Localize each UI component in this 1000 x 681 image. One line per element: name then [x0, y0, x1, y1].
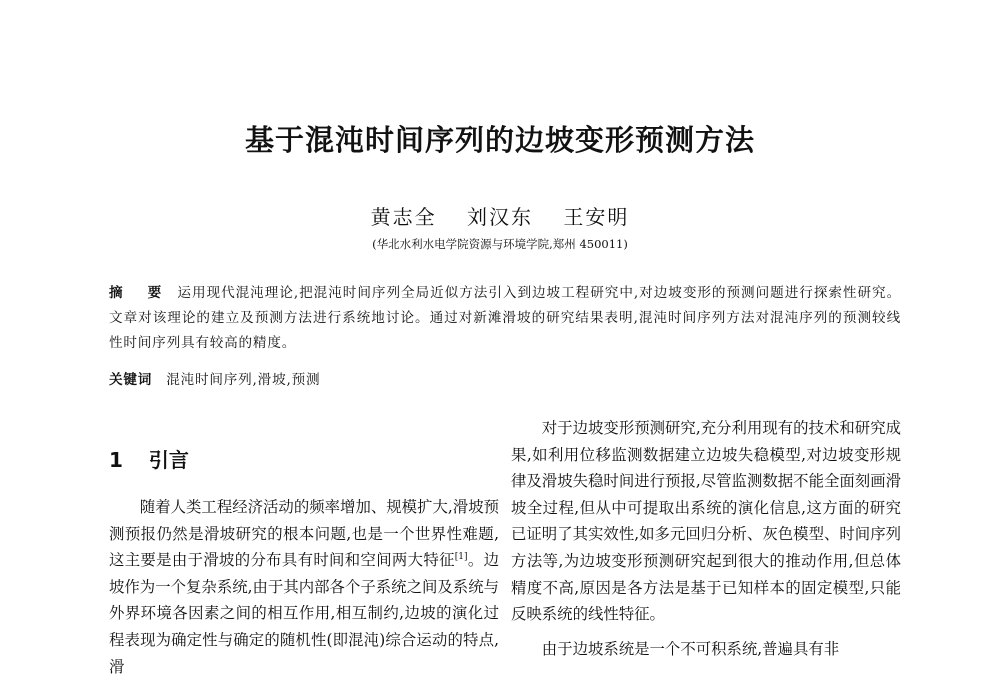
- left-paragraph: [109, 494, 499, 680]
- section-title: 引言: [148, 448, 189, 472]
- citation-ref[interactable]: [1]: [454, 552, 468, 563]
- keywords-label: 关键词: [109, 372, 153, 388]
- abstract-text: 运用现代混沌理论,把混沌时间序列全局近似方法引入到边坡工程研究中,对边坡变形的预测问题进行探索性研究。文章对该理论的建立及预测方法进行系统地讨论。通过对新滩滑坡的研究结果表明,混沌时间序列方法对混沌序列的预测较线性时间序列具有较高的精度。: [109, 285, 901, 351]
- paper-title: 基于混沌时间序列的边坡变形预测方法: [244, 123, 755, 157]
- right-paragraph-2: 由于边坡系统是一个不可积系统,普遍具有非: [541, 639, 840, 658]
- left-column: [109, 494, 499, 680]
- section-number: 1: [109, 448, 123, 472]
- keywords: [109, 368, 901, 388]
- authors: 黄志全 刘汉东 王安明: [370, 205, 630, 229]
- keywords-text: 混沌时间序列,滑坡,预测: [166, 372, 321, 388]
- abstract-label: 摘 要: [109, 285, 172, 301]
- left-text-2: 。边坡作为一个复杂系统,由于其内部各个子系统之间及系统与外界环境各因素之间的相互作用,相互制约,边坡的演化过程表现为确定性与确定的随机性(即混沌)综合运动的特点,滑: [109, 551, 499, 676]
- affiliation: (华北水利水电学院资源与环境学院,郑州 450011): [372, 237, 628, 251]
- right-paragraph-1: 对于边坡变形预测研究,充分利用现有的技术和研究成果,如利用位移监测数据建立边坡失稳模型,对边坡变形规律及滑坡失稳时间进行预报,尽管监测数据不能全面刻画滑坡全过程,但从中可提取出系统的演化信息,这方面的研究已证明了其实效性,如多元回归分析、灰色模型、时间序列方法等,为边坡变形预测研究起到很大的推动作用,但总体精度不高,原因是各方法是基于已知样本的固定模型,只能反映系统的线性特征。: [511, 419, 901, 624]
- abstract: [109, 281, 901, 356]
- right-column: [511, 415, 901, 662]
- section-heading: [109, 444, 189, 473]
- left-text-1: 随着人类工程经济活动的频率增加、规模扩大,滑坡预测预报仍然是滑坡研究的根本问题,也是一个世界性难题,这主要是由于滑坡的分布具有时间和空间两大特征: [109, 498, 499, 570]
